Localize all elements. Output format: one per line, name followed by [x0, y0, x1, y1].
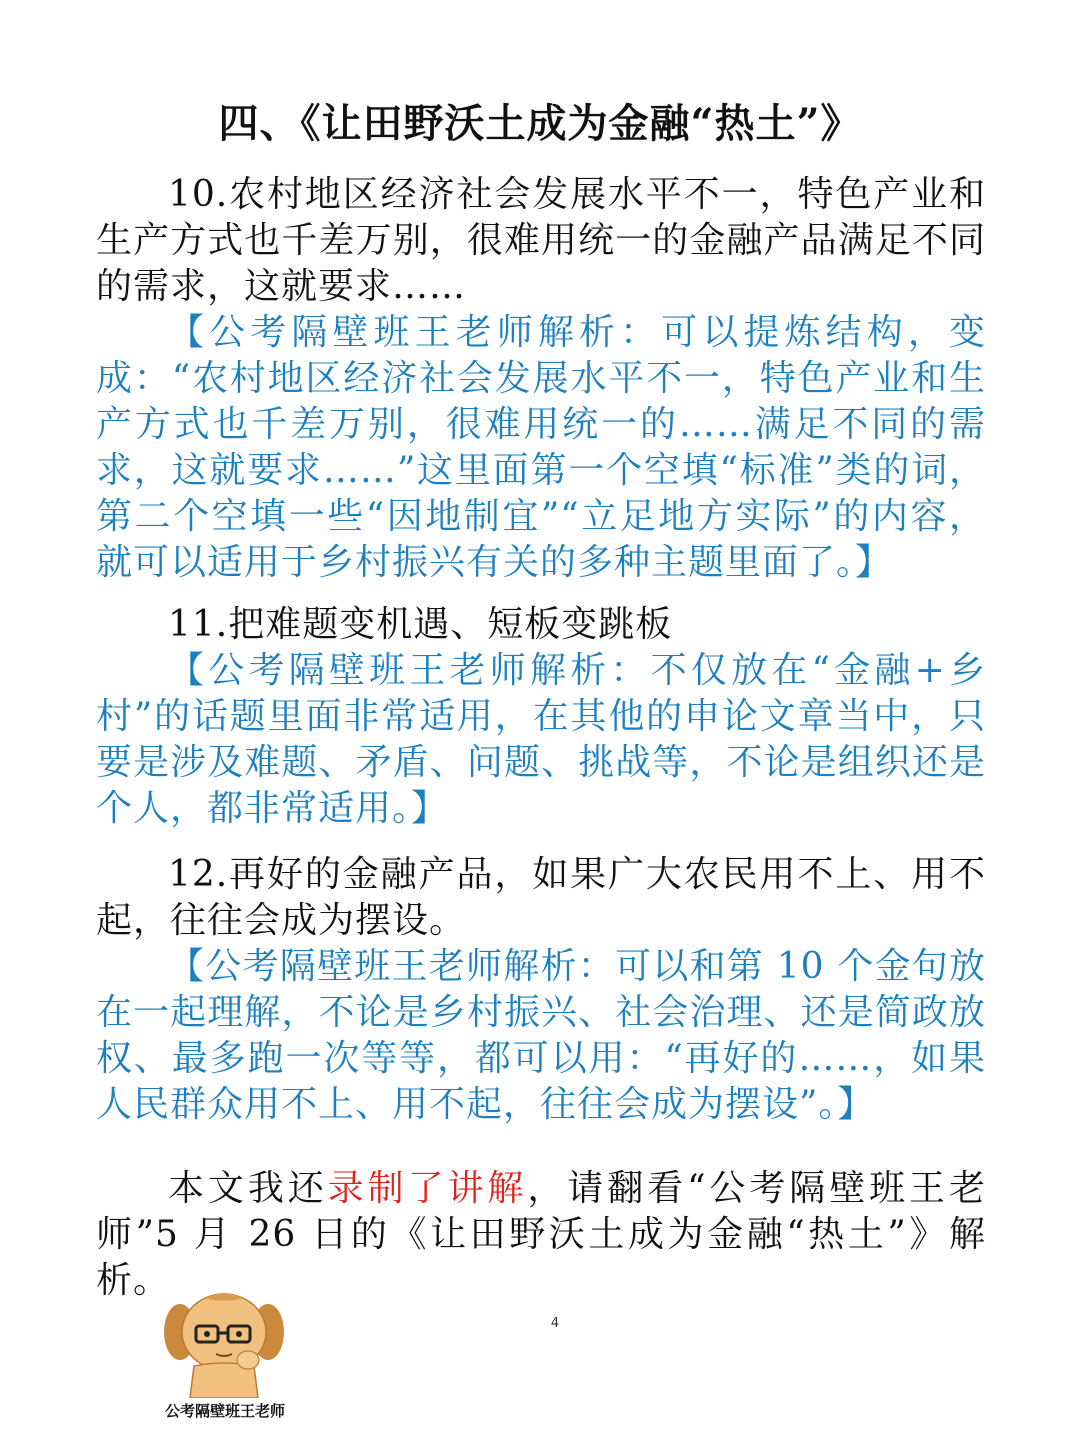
closing-highlight: 录制了讲解 — [327, 1168, 528, 1209]
sentence-10: 10.农村地区经济社会发展水平不一，特色产业和生产方式也千差万别，很难用统一的金融产品满足不同的需求，这就要求…… — [96, 174, 986, 307]
page-number: 4 — [550, 1316, 560, 1331]
sentence-12: 12.再好的金融产品，如果广大农民用不上、用不起，往往会成为摆设。 — [96, 854, 986, 941]
mascot-caption: 公考隔壁班王老师 — [164, 1402, 285, 1420]
analysis-10: 【公考隔壁班王老师解析：可以提炼结构，变成：“农村地区经济社会发展水平不一，特色产业和生产方式也千差万别，很难用统一的……满足不同的需求，这就要求……”这里面第一个空填“标准”类的词，第二个空填一些“因地制宜”“立足地方实际”的内容，就可以适用于乡村振兴有关的多种主题里面了。】 — [96, 312, 986, 583]
analysis-11: 【公考隔壁班王老师解析：不仅放在“金融+乡村”的话题里面非常适用，在其他的申论文章当中，只要是涉及难题、矛盾、问题、挑战等，不论是组织还是个人，都非常适用。】 — [96, 650, 986, 829]
analysis-12: 【公考隔壁班王老师解析：可以和第 10 个金句放在一起理解，不论是乡村振兴、社会治理、还是简政放权、最多跑一次等等，都可以用：“再好的……，如果人民群众用不上、用不起，往往会成为摆设”。】 — [96, 946, 986, 1125]
sentence-11: 11.把难题变机遇、短板变跳板 — [168, 604, 673, 645]
page-title: 四、《让田野沃土成为金融“热土”》 — [218, 100, 862, 147]
closing-text-before: 本文我还 — [168, 1168, 328, 1209]
closing-text-after: ，请翻看“公考隔壁班王老师”5 月 26 日的《让田野沃土成为金融“热土”》解析。 — [96, 1168, 986, 1301]
dog-mascot-icon — [158, 1288, 290, 1398]
closing-paragraph — [96, 1166, 986, 1304]
